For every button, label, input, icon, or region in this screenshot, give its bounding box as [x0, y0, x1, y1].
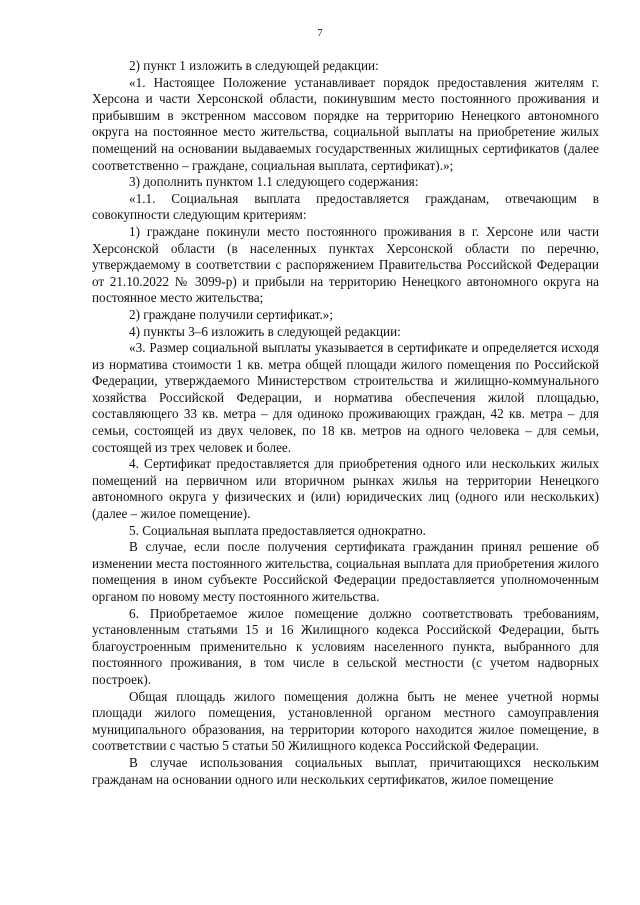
paragraph-clause-1: «1. Настоящее Положение устанавливает порядок предоставления жителям г. Херсона и части Херсонской области, покинувшим место постоянного проживания и прибывшим в экстренном массовом порядке на территорию Ненецкого автономного округа на постоянное место жительства, социальной выплаты на приобретение жилых помещений на основании выдаваемых государственных жилищных сертификатов (далее соответственно – граждане, социальная выплата, сертификат).»;: [92, 74, 599, 173]
paragraph-item-3-header: 3) дополнить пунктом 1.1 следующего содержания:: [129, 174, 419, 190]
paragraph-item-4-header: 4) пункты 3–6 изложить в следующей редакции:: [129, 323, 401, 339]
paragraph-criterion-1: 1) граждане покинули место постоянного проживания в г. Херсоне или части Херсонской области (в населенных пунктах Херсонской области по перечню, утверждаемому в соответствии с распоряжением Правительства Российской Федерации от 21.10.2022 № 3099-р) и прибыли на территорию Ненецкого автономного округа на постоянное место жительства;: [92, 223, 599, 306]
paragraph-clause-1-1: «1.1. Социальная выплата предоставляется гражданам, отвечающим в совокупности следующим критериям:: [92, 190, 599, 223]
paragraph-criterion-2: 2) граждане получили сертификат.»;: [129, 306, 334, 322]
paragraph-clause-6: 6. Приобретаемое жилое помещение должно соответствовать требованиям, установленным статьями 15 и 16 Жилищного кодекса Российской Федерации, быть благоустроенным применительно к условиям населенного пункта, выбранного для постоянного проживания, в том числе в сельской местности (с учетом надворных построек).: [92, 605, 599, 687]
paragraph-clause-5-relocation: В случае, если после получения сертификата гражданин принял решение об изменении места постоянного жительства, социальная выплата для приобретения жилого помещения в ином субъекте Российской Федерации предоставляется уполномоченным органом по новому месту постоянного жительства.: [92, 539, 599, 604]
paragraph-clause-5: 5. Социальная выплата предоставляется однократно.: [129, 522, 426, 538]
paragraph-item-2-header: 2) пункт 1 изложить в следующей редакции:: [129, 58, 379, 73]
paragraph-area-requirement: Общая площадь жилого помещения должна быть не менее учетной нормы площади жилого помещения, установленной органом местного самоуправления муниципального образования, на территории которого находится жилое помещение, в соответствии с частью 5 статьи 50 Жилищного кодекса Российской Федерации.: [92, 688, 599, 754]
paragraph-clause-4: 4. Сертификат предоставляется для приобретения одного или нескольких жилых помещений на первичном или вторичном рынках жилья на территории Ненецкого автономного округа у физических и (или) юридических лиц (одного или нескольких) (далее – жилое помещение).: [92, 456, 599, 522]
paragraph-clause-3: «3. Размер социальной выплаты указывается в сертификате и определяется исходя из норматива стоимости 1 кв. метра общей площади жилого помещения по Российской Федерации, утверждаемого Министерством строительства и жилищно-коммунального хозяйства Российской Федерации, и норматива обеспечения жилой площадью, составляющего 33 кв. метра – для одиноко проживающих граждан, 42 кв. метра – для семьи, состоящей из двух человек, по 18 кв. метров на одного человека – для семьи, состоящей из трех человек и более.: [92, 340, 599, 455]
paragraph-multiple-certificates: В случае использования социальных выплат, причитающихся нескольким гражданам на основании одного или нескольких сертификатов, жилое помещение: [92, 754, 599, 787]
document-body: [92, 58, 599, 788]
page-number: 7: [317, 27, 323, 39]
